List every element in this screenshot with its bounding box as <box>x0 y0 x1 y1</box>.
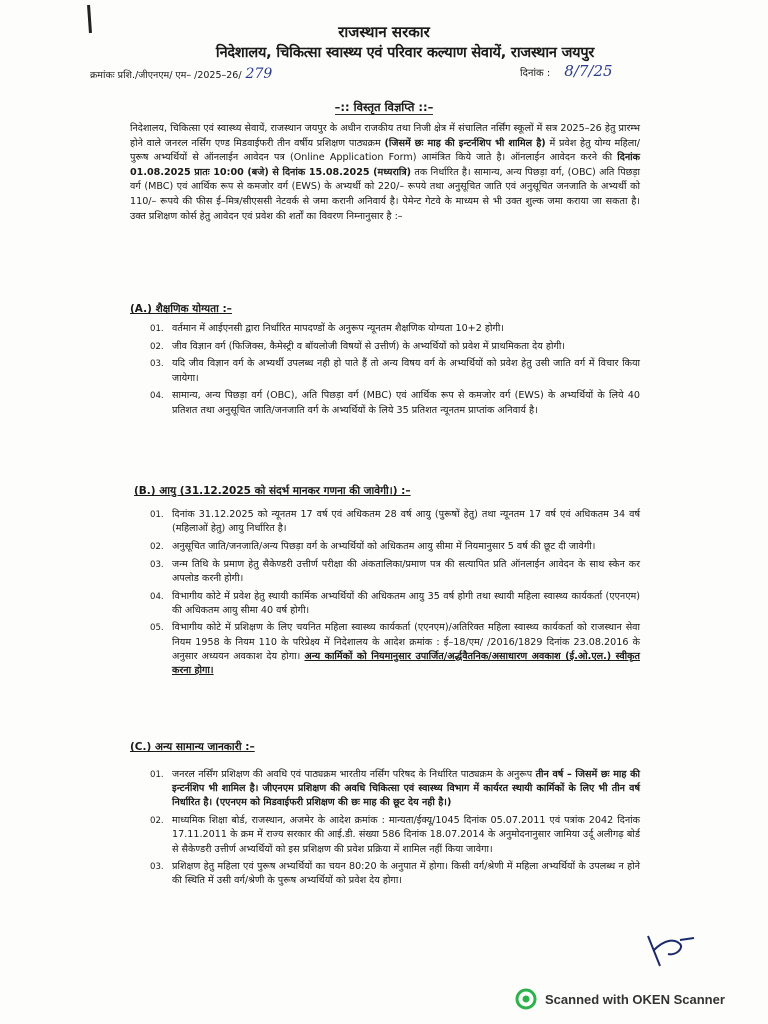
section-a-heading: (A.) शैक्षणिक योग्यता :– <box>130 303 232 315</box>
list-item: 04. विभागीय कोटे में प्रवेश हेतु स्थायी कार्मिक अभ्यर्थियों की अधिकतम आयु 35 वर्ष होगी तथा स्थायी महिला स्वास्थ्य कार्यकर्ता (एएनएम) की अधिकतम आयु सीमा 40 वर्ष होगी। <box>150 590 640 616</box>
section-b-list <box>150 508 640 682</box>
section-c-heading: (C.) अन्य सामान्य जानकारी :– <box>130 741 255 753</box>
list-item: 04. सामान्य, अन्य पिछड़ा वर्ग (OBC), अति पिछड़ा वर्ग (MBC) एवं आर्थिक रूप से कमजोर वर्ग (EWS) के अभ्यर्थियों के लिये 40 प्रतिशत तथा अनुसूचित जाति/जनजाति वर्ग के अभ्यर्थियों के लिये 35 प्रतिशत न्यूनतम प्राप्तांक अनिवार्य है। <box>150 390 640 416</box>
scanner-watermark <box>515 988 725 1010</box>
date-handwritten: 8/7/25 <box>564 62 613 80</box>
notice-title: –:: विस्तृत विज्ञप्ति ::– <box>334 100 434 114</box>
list-item: 02. अनुसूचित जाति/जनजाति/अन्य पिछड़ा वर्ग के अभ्यर्थियों को अधिकतम आयु सीमा में नियमानुसार 5 वर्ष की छूट दी जावेगी। <box>150 540 596 552</box>
government-title: राजस्थान सरकार <box>338 23 430 41</box>
list-item: 05. विभागीय कोटे में प्रशिक्षण के लिए चयनित महिला स्वास्थ्य कार्यकर्ता (एएनएम)/अतिरिक्त महिला स्वास्थ्य कार्यकर्ता को राजस्थान सेवा नियम 1958 के नियम 110 के परिप्रेक्ष्य में निदेशालय के आदेश क्रमांक : ई–18/एम/ /2016/1829 दिनांक 23.08.2016 के अनुसार अध्ययन अवकाश देय होगा। अन्य कार्मिकों को नियमानुसार उपार्जित/अर्द्धवैतनिक/असाधारण अवकाश (ई.ओ.एल.) स्वीकृत करना होगा। <box>150 622 640 677</box>
list-item: 03. जन्म तिथि के प्रमाण हेतु सैकेण्डरी उत्तीर्ण परीक्षा की अंकतालिका/प्रमाण पत्र की सत्यापित प्रति ऑनलाईन आवेदन के साथ स्केन कर अपलोड करनी होगी। <box>150 558 640 584</box>
section-b-heading: (B.) आयु (31.12.2025 को संदर्भ मानकर गणना की जावेगी।) :– <box>134 485 411 497</box>
section-a-list <box>150 322 640 421</box>
scanner-watermark-text: Scanned with OKEN Scanner <box>545 991 725 1007</box>
date-field <box>520 62 613 80</box>
date-label: दिनांक : <box>520 68 551 79</box>
reference-number <box>90 66 272 82</box>
list-item: 03. यदि जीव विज्ञान वर्ग के अभ्यर्थी उपलब्ध नही हो पाते हैं तो अन्य विषय वर्ग के अभ्यर्थियों को प्रवेश हेतु उसी जाति वर्ग में विचार किया जायेगा। <box>150 358 640 384</box>
reference-prefix: क्रमांकः प्रशि./जीएनएम/ एम– /2025–26/ <box>90 70 242 81</box>
list-item: 02. जीव विज्ञान वर्ग (फिजिक्स, कैमेस्ट्री व बॉयलोजी विषयों से उत्तीर्ण) के अभ्यर्थियों को प्रवेश में प्राथमिकता देय होगी। <box>150 340 565 352</box>
list-item: 01. जनरल नर्सिंग प्रशिक्षण की अवधि एवं पाठ्यक्रम भारतीय नर्सिंग परिषद के निर्धारित पाठ्यक्रम के अनुरूप तीन वर्ष – जिसमें छः माह की इन्टर्नशिप भी शामिल है। जीएनएम प्रशिक्षण की अवधि चिकित्सा एवं स्वास्थ्य विभाग में कार्यरत स्थायी कार्मिकों के लिए भी तीन वर्ष निर्धारित है। (एएनएम को मिडवाईफरी प्रशिक्षण की छः माह की छूट देय नही है।) <box>150 769 640 809</box>
section-c-list <box>150 768 640 892</box>
list-item: 01. दिनांक 31.12.2025 को न्यूनतम 17 वर्ष एवं अधिकतम 28 वर्ष आयु (पुरूषों हेतु) तथा न्यूनतम 17 वर्ष एवं अधिकतम 34 वर्ष (महिलाओं हेतु) आयु निर्धारित है। <box>150 509 640 535</box>
list-item: 01. वर्तमान में आईएनसी द्वारा निर्धारित मापदण्डों के अनुरूप न्यूनतम शैक्षणिक योग्यता 10+2 होगी। <box>150 323 504 334</box>
list-item: 02. माध्यमिक शिक्षा बोर्ड, राजस्थान, अजमेर के आदेश क्रमांक : मान्यता/ईक्यू/1045 दिनांक 05.07.2011 एवं पत्रांक 2042 दिनांक 17.11.2011 के क्रम में राज्य सरकार की आई.डी. संख्या 586 दिनांक 18.07.2014 के अनुमोदनानुसार जामिया उर्दू अलीगढ़ बोर्ड से सैकेण्डरी उत्तीर्ण अभ्यर्थियों को इस प्रशिक्षण की प्रवेश प्रक्रिया में शामिल नहीं किया जावेगा। <box>150 815 640 855</box>
intro-paragraph: निदेशालय, चिकित्सा एवं स्वास्थ्य सेवायें, राजस्थान जयपुर के अधीन राजकीय तथा निजी क्षेत्र में संचालित नर्सिंग स्कूलों में सत्र 2025–26 हेतु प्रारम्भ होने वाले जनरल नर्सिंग एण्ड मिडवाईफरी तीन वर्षीय प्रशिक्षण पाठ्यक्रम (जिसमें छः माह की इन्टर्नशिप भी शामिल है) में प्रवेश हेतु योग्य महिला/पुरूष अभ्यर्थियों से ऑनलाईन आवेदन पत्र (Online Application Form) आमंत्रित किये जाते है। ऑनलाईन आवेदन करने की दिनांक 01.08.2025 प्रातः 10:00 (बजे) से दिनांक 15.08.2025 (मध्यरात्रि) तक निर्धारित है। सामान्य, अन्य पिछड़ा वर्ग, (OBC) अति पिछड़ा वर्ग (MBC) एवं आर्थिक रूप से कमजोर वर्ग (EWS) के अभ्यर्थी को 220/– रूपये तथा अनुसूचित जाति एवं अनुसूचित जनजाति के अभ्यर्थी को 110/– रूपये की फीस ई–मित्र/सीएससी नेटवर्क से जमा करानी अनिवार्य है। पेमेन्ट गेटवे के माध्यम से भी उक्त शुल्क जमा कराया जा सकता है। उक्त प्रशिक्षण कोर्स हेतु आवेदन एवं प्रवेश की शर्तों का विवरण निम्नानुसार है :– <box>130 123 640 222</box>
list-item: 03. प्रशिक्षण हेतु महिला एवं पुरूष अभ्यर्थियों का चयन 80:20 के अनुपात में होगा। किसी वर्ग/श्रेणी में महिला अभ्यर्थियों के उपलब्ध न होने की स्थिति में उसी वर्ग/श्रेणी के पुरूष अभ्यर्थियों को प्रवेश देय होगा। <box>150 861 640 887</box>
scanner-logo-icon <box>515 988 537 1010</box>
signature-mark <box>640 930 700 970</box>
department-title: निदेशालय, चिकित्सा स्वास्थ्य एवं परिवार कल्याण सेवायें, राजस्थान जयपुर <box>215 45 595 61</box>
reference-handwritten: 279 <box>245 66 273 82</box>
